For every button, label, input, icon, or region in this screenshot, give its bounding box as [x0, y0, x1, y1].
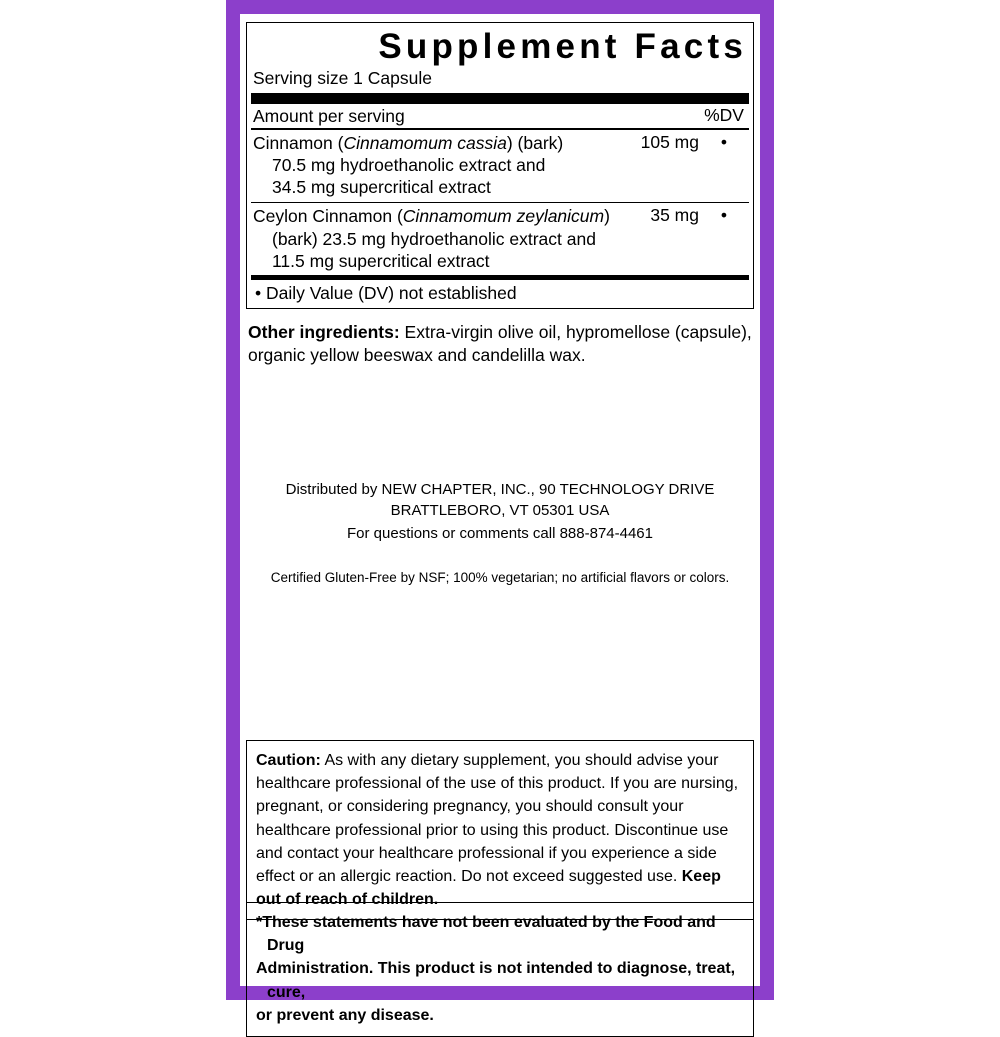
serving-size-text: Serving size 1 Capsule	[253, 67, 432, 88]
disclaimer-line-3: or prevent any disease.	[256, 1006, 434, 1024]
caution-text: As with any dietary supplement, you should advise your healthcare professional of the use of this product. If you are nursing, pregnant, or considering pregnancy, you should consult your healthcare professional prior to using this product. Discontinue use and contact your healthcare professional if you experience a side effect or an allergic reaction. Do not exceed suggested use.	[256, 752, 739, 885]
distributor-line-1: Distributed by NEW CHAPTER, INC., 90 TECHNOLOGY DRIVE	[285, 481, 715, 499]
ingredient-subline: 11.5 mg supercritical extract	[272, 251, 490, 272]
caution-keep-out-of-reach: Keep out of reach of children.	[256, 867, 721, 909]
ingredient-name-main: Ceylon Cinnamon (	[253, 206, 403, 227]
ingredient-subline: 70.5 mg hydroethanolic extract and	[272, 155, 546, 176]
ingredient-subline: 34.5 mg supercritical extract	[272, 177, 491, 198]
ingredient-name-tail: )	[604, 206, 610, 227]
supplement-facts-title: Supplement Facts	[378, 27, 747, 66]
ingredient-subline: (bark) 23.5 mg hydroethanolic extract and	[272, 228, 596, 249]
ingredient-name-tail: ) (bark)	[506, 132, 564, 153]
caution-box	[246, 740, 754, 920]
amount-per-serving-header-row	[247, 104, 753, 128]
ingredient-name-latin: Cinnamomum cassia	[343, 132, 507, 153]
amount-per-serving-label: Amount per serving	[253, 105, 405, 126]
table-row	[247, 203, 753, 275]
ingredient-dv: •	[720, 131, 728, 152]
ingredient-name-latin: Cinnamomum zeylanicum	[402, 206, 605, 227]
percent-dv-label: %DV	[704, 104, 744, 125]
ingredient-dv: •	[720, 205, 728, 226]
other-ingredients-text: Extra-virgin olive oil, hypromellose (capsule), organic yellow beeswax and candelilla wax.	[248, 321, 752, 366]
disclaimer-line-2: Administration. This product is not intended to diagnose, treat, cure,	[256, 960, 736, 1001]
table-row	[247, 130, 753, 202]
disclaimer-line-1: *These statements have not been evaluated by the Food and Drug	[256, 914, 716, 955]
supplement-facts-panel	[246, 22, 754, 309]
distributor-line-2: BRATTLEBORO, VT 05301 USA	[390, 502, 610, 520]
ingredient-amount: 105 mg	[640, 131, 699, 152]
ingredient-cell	[253, 132, 621, 199]
other-ingredients-label: Other ingredients:	[248, 321, 400, 342]
ingredient-amount: 35 mg	[650, 205, 699, 226]
label-content	[246, 22, 754, 1024]
daily-value-footnote: • Daily Value (DV) not established	[255, 282, 517, 303]
divider-thick-top	[251, 93, 749, 104]
other-ingredients-block	[246, 309, 754, 367]
caution-label: Caution:	[256, 752, 321, 769]
customer-service-phone: For questions or comments call 888-874-4461	[347, 524, 653, 542]
fda-disclaimer-box	[246, 902, 754, 1037]
ingredient-name-main: Cinnamon (	[253, 132, 344, 153]
ingredient-cell	[253, 205, 621, 272]
certification-text: Certified Gluten-Free by NSF; 100% vegetarian; no artificial flavors or colors.	[270, 570, 730, 586]
distributor-block	[246, 479, 754, 544]
